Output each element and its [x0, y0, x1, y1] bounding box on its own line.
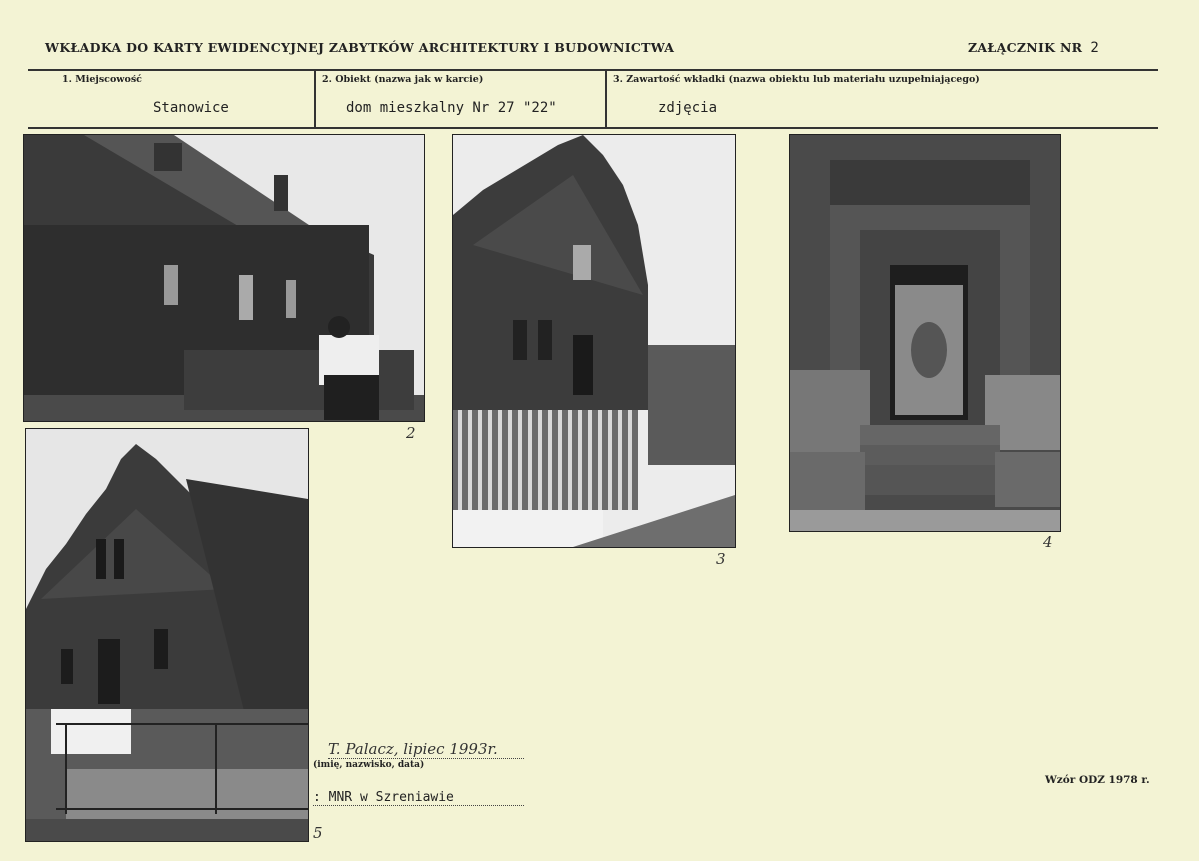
author-signature: T. Palacz, lipiec 1993r. — [328, 740, 524, 759]
field-label-contents: 3. Zawartość wkładki (nazwa obiektu lub materiału uzupełniającego) — [613, 74, 980, 85]
photo-number-3: 3 — [716, 550, 726, 568]
field-divider — [314, 69, 316, 129]
annex-number: 2 — [1090, 40, 1100, 56]
field-value-contents: zdjęcia — [658, 100, 718, 116]
source-value: MNR w Szreniawie — [328, 790, 454, 805]
field-value-object: dom mieszkalny Nr 27 "22" — [346, 100, 557, 116]
top-rule — [28, 69, 1158, 71]
form-title: WKŁADKA DO KARTY EWIDENCYJNEJ ZABYTKÓW ARCHITEKTURY I BUDOWNICTWA — [45, 40, 675, 55]
source-prefix: : — [313, 790, 321, 805]
field-divider — [605, 69, 607, 129]
field-label-object: 2. Obiekt (nazwa jak w karcie) — [322, 74, 484, 85]
annex-label — [968, 40, 1099, 56]
entrance-portal-photo — [789, 134, 1061, 532]
field-label-locality: 1. Miejscowość — [62, 74, 142, 85]
form-model: Wzór ODZ 1978 r. — [1045, 774, 1150, 786]
photo-number-2: 2 — [406, 424, 416, 442]
photo-number-5: 5 — [313, 824, 323, 842]
stepped-gable-facade-photo — [452, 134, 736, 548]
source-institution — [313, 790, 524, 806]
author-caption: (imię, nazwisko, data) — [313, 760, 425, 770]
gable-with-fence-photo — [25, 428, 309, 842]
house-side-view-photo — [23, 134, 425, 422]
annex-label-text: ZAŁĄCZNIK NR — [968, 40, 1083, 55]
photo-number-4: 4 — [1043, 533, 1053, 551]
field-value-locality: Stanowice — [153, 100, 229, 116]
bottom-rule — [28, 127, 1158, 129]
